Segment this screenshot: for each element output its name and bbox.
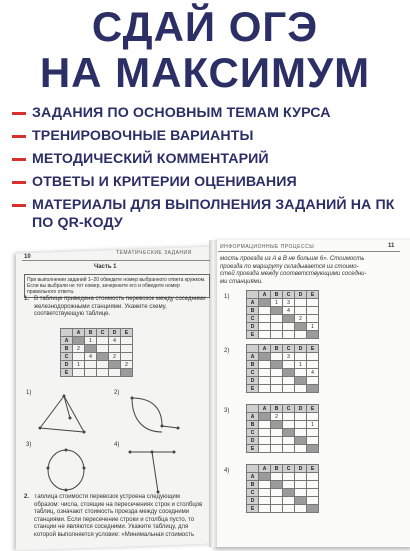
right-table-3: A B C D E A 2 B 1 C D E — [246, 404, 319, 453]
left-part-title: Часть 1 — [94, 264, 117, 270]
right-head-rule — [218, 251, 400, 252]
task-1-number: 1. — [24, 296, 30, 302]
graph-option-4 — [122, 442, 192, 498]
open-book-image — [6, 232, 410, 547]
task-1-table: A B C D E A 1 4 B 2 C 4 2 D 1 2 E — [60, 328, 133, 377]
right-text-line: стей проезда между соответствующими соседни- — [220, 271, 367, 277]
dash-bullet-icon — [12, 112, 26, 115]
option-1-label: 1) — [26, 390, 32, 396]
dash-bullet-icon — [12, 204, 26, 207]
feature-item: ТРЕНИРОВОЧНЫЕ ВАРИАНТЫ — [12, 127, 404, 145]
feature-item: ЗАДАНИЯ ПО ОСНОВНЫМ ТЕМАМ КУРСА — [12, 104, 404, 122]
option-2-label: 2) — [114, 390, 120, 396]
task-2-text: Таблица стоимости перевозок устроена следующим образом: числа, стоящие на пересечениях строк и столбцов таблиц, означают стоимость проезда между соседними станциями. Если пересечение строки и столбца пусто, то станции не являются соседними. Укажите таблицу, для которой выполняется условие: «Минимальная стоимость — [34, 494, 203, 538]
headline-line-2: НА МАКСИМУМ — [39, 49, 371, 96]
feature-list — [12, 104, 404, 237]
left-head-rule — [22, 260, 210, 261]
right-option-4-label: 4) — [224, 468, 230, 474]
right-table-4: A B C D E A B C D E — [246, 464, 319, 513]
option-4-label: 4) — [114, 442, 120, 448]
book-spine — [209, 240, 217, 547]
dash-bullet-icon — [12, 181, 26, 184]
right-option-3-label: 3) — [224, 408, 230, 414]
right-table-2: A B C D E A 3 B 1 C 4 D E — [246, 344, 319, 393]
headline-line-1: СДАЙ ОГЭ — [91, 3, 319, 50]
right-page-number: 11 — [388, 243, 395, 249]
graph-option-1 — [34, 388, 104, 440]
left-page-number: 10 — [24, 254, 31, 260]
left-instruction-box: При выполнении заданий 1–20 обведите номер выбранного ответа кружком. Если вы выбрали не тот номер, зачеркните его и обведите номер правильного ответа. — [24, 274, 210, 298]
right-running-head: ИНФОРМАЦИОННЫЕ ПРОЦЕССЫ — [220, 244, 315, 250]
right-option-2-label: 2) — [224, 348, 230, 354]
task-2-number: 2. — [24, 494, 30, 500]
right-text-line: ми станциями. — [220, 278, 263, 285]
right-table-1: A B C D E A 1 3 B 4 C 2 D 1 E — [246, 290, 319, 339]
dash-bullet-icon — [12, 158, 26, 161]
right-text-line: проезда по маршруту складывается из стоимо- — [220, 263, 359, 270]
graph-option-3 — [34, 442, 104, 498]
graph-option-2 — [122, 388, 192, 440]
right-option-1-label: 1) — [224, 294, 230, 300]
right-text-line: мость проезда из А в В не больше 6». Стоимость — [220, 256, 365, 262]
feature-item: МЕТОДИЧЕСКИЙ КОММЕНТАРИЙ — [12, 150, 404, 168]
option-3-label: 3) — [26, 442, 32, 448]
left-running-head: ТЕМАТИЧЕСКИЕ ЗАДАНИЯ — [116, 250, 192, 256]
feature-item: ОТВЕТЫ И КРИТЕРИИ ОЦЕНИВАНИЯ — [12, 173, 404, 191]
feature-item: МАТЕРИАЛЫ ДЛЯ ВЫПОЛНЕНИЯ ЗАДАНИЙ НА ПК ПО QR-КОДУ — [12, 196, 404, 232]
dash-bullet-icon — [12, 135, 26, 138]
task-1-text: В таблице приведена стоимость перевозок между соседними железнодорожными станциями. Укажите схему, соответствующую таблице. — [34, 296, 206, 317]
